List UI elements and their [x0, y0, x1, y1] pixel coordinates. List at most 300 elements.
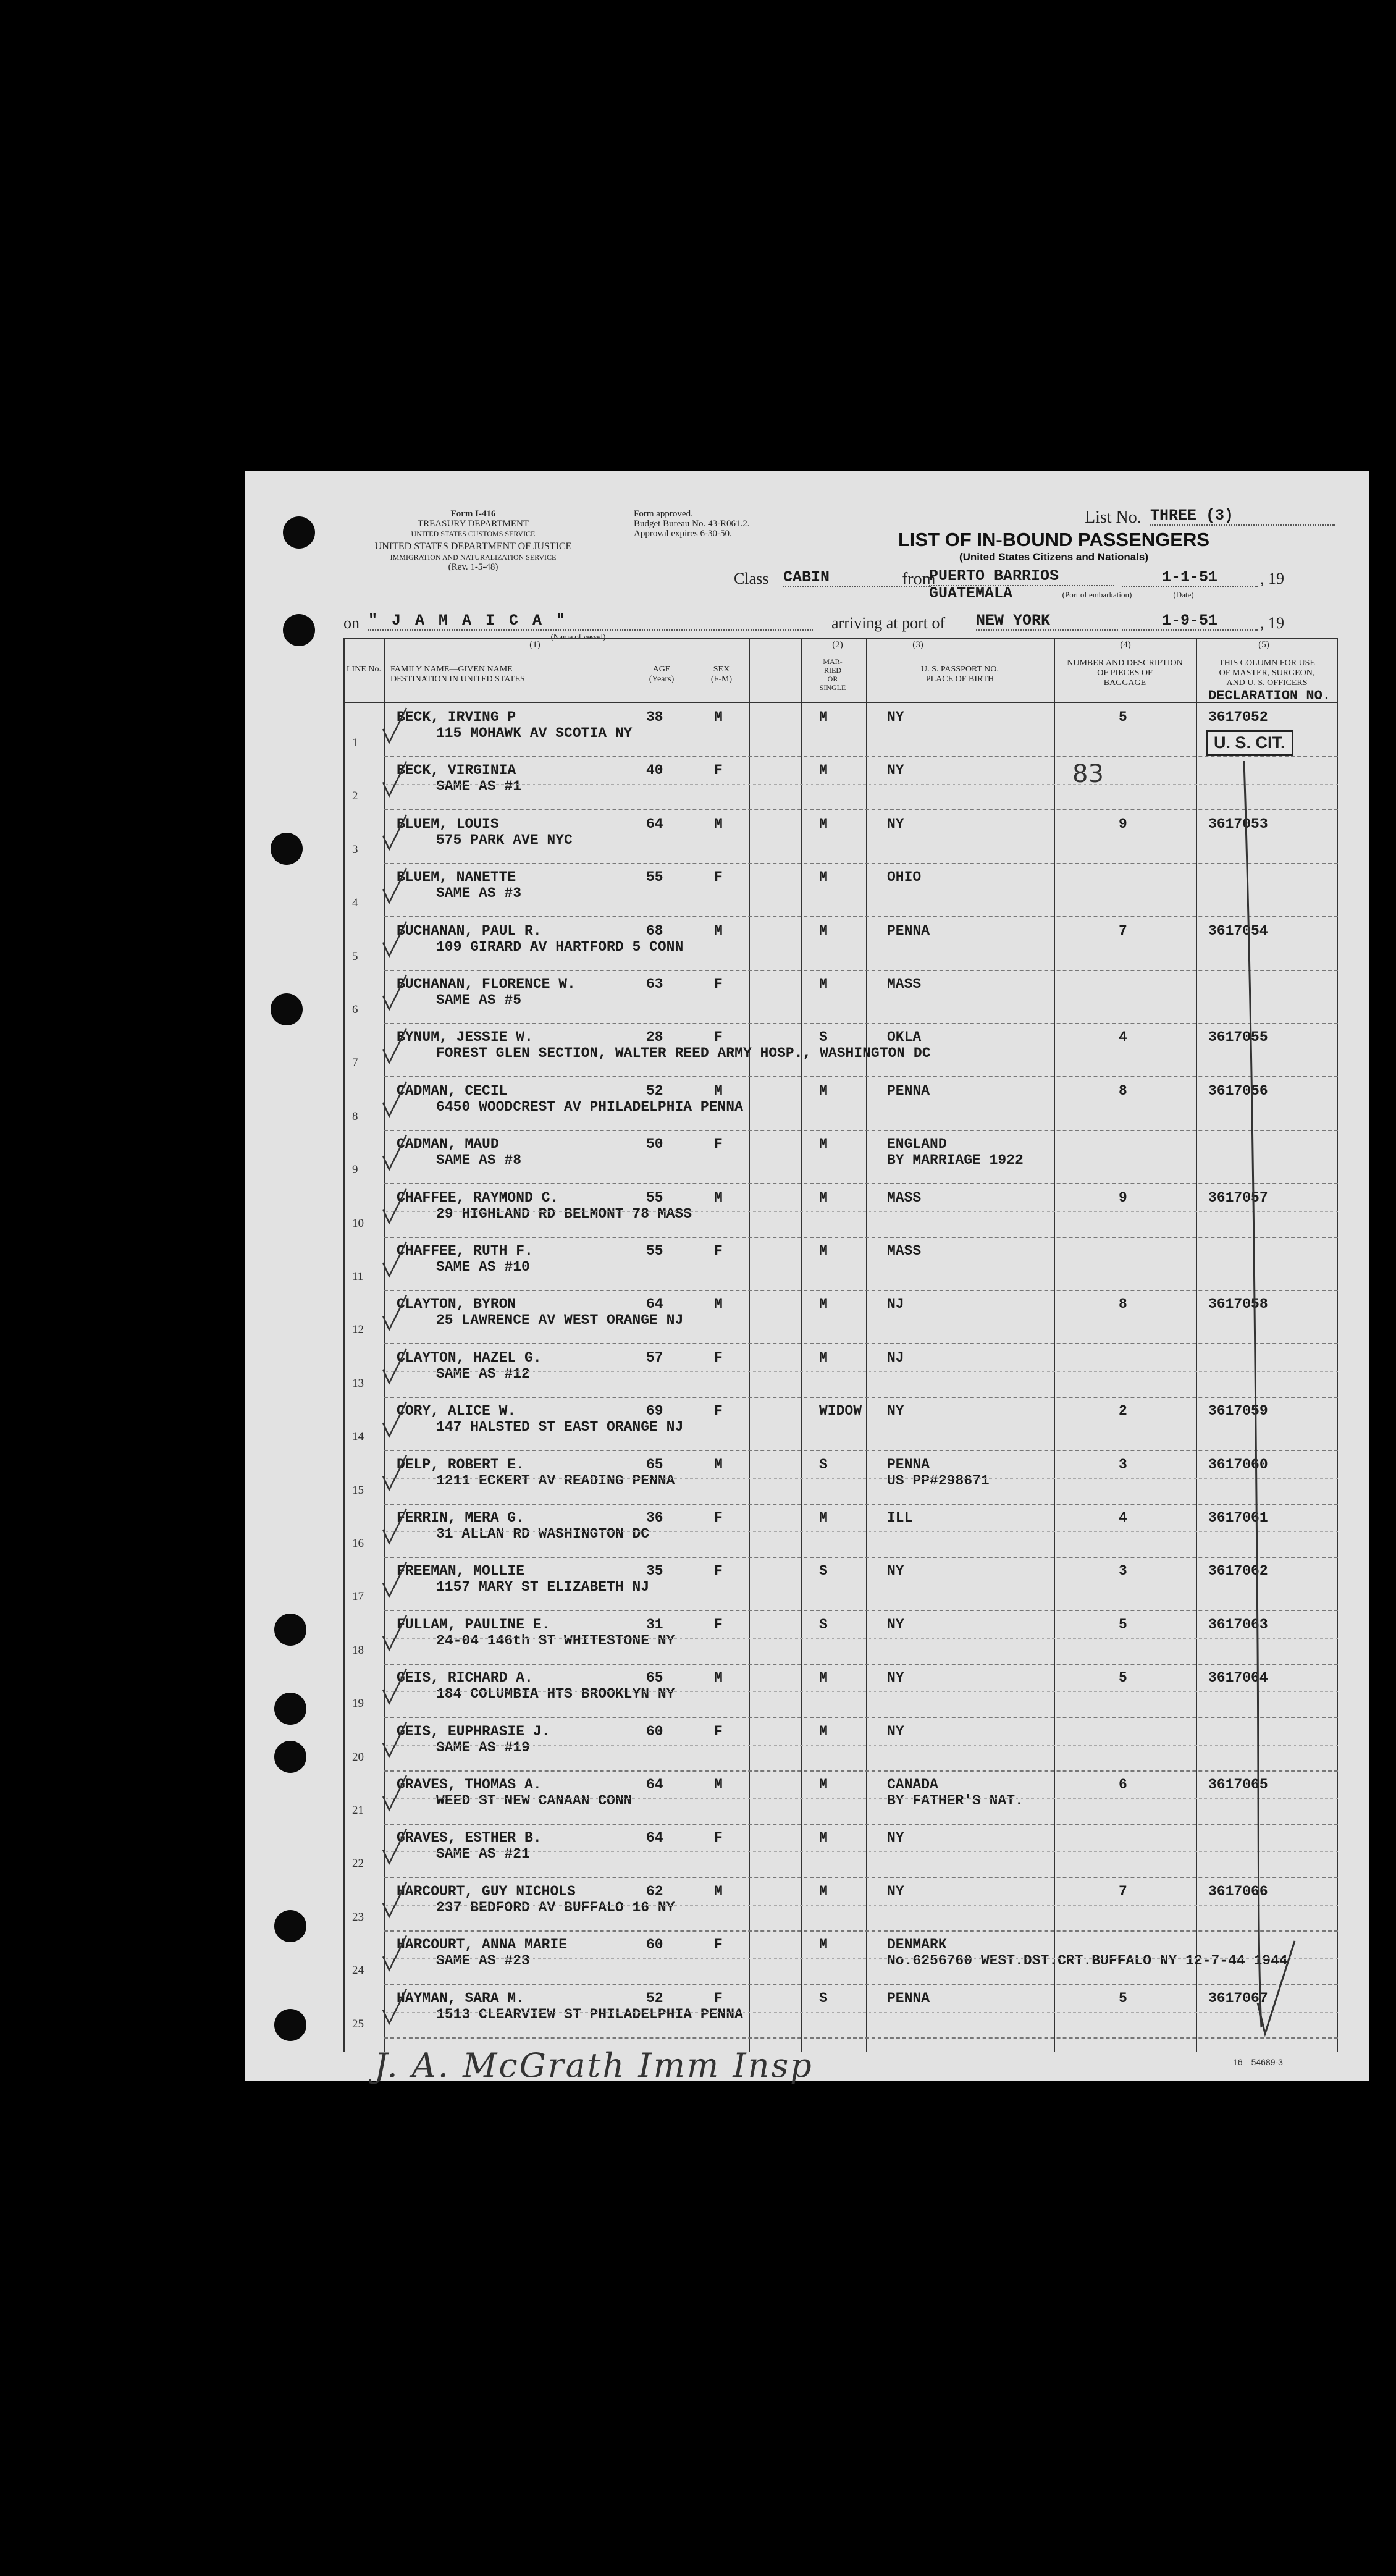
approval-line-2: Budget Bureau No. 43-R061.2. — [634, 519, 750, 529]
table-row — [343, 704, 1338, 757]
col-head-name: FAMILY NAME—GIVEN NAME DESTINATION IN UNITED STATES — [390, 665, 525, 684]
inspector-signature: J. A. McGrath Imm Insp — [374, 2046, 814, 2085]
age: 64 — [646, 1296, 663, 1313]
passenger-name: DELP, ROBERT E. — [397, 1456, 525, 1473]
sex: F — [714, 1510, 723, 1526]
punch-hole — [274, 1741, 306, 1773]
sex: F — [714, 1029, 723, 1046]
sex: M — [714, 1296, 723, 1313]
line-number: 18 — [352, 1643, 364, 1657]
passenger-name: HARCOURT, GUY NICHOLS — [397, 1883, 576, 1900]
col-head-marital: MAR- RIED OR SINGLE — [819, 657, 846, 692]
marital-status: S — [819, 1616, 828, 1633]
passenger-name: CADMAN, CECIL — [397, 1082, 508, 1099]
passenger-name: FREEMAN, MOLLIE — [397, 1563, 525, 1580]
baggage-count: 8 — [1119, 1296, 1127, 1313]
sex: F — [714, 1403, 723, 1420]
table-row — [343, 971, 1338, 1024]
place-of-birth: NJ — [887, 1349, 904, 1366]
print-code: 16—54689-3 — [1233, 2057, 1283, 2067]
date-hint: (Date) — [1173, 590, 1194, 599]
punch-hole — [271, 833, 303, 865]
sex: F — [714, 1136, 723, 1153]
row-midline — [384, 1691, 1338, 1692]
on-label: on — [343, 614, 360, 632]
place-of-birth: NY — [887, 762, 904, 779]
sex: F — [714, 1243, 723, 1259]
marital-status: M — [819, 1777, 828, 1793]
sex: M — [714, 1456, 723, 1473]
marital-status: M — [819, 1670, 828, 1686]
line-number: 21 — [352, 1804, 364, 1817]
row-midline — [384, 784, 1338, 785]
table-row — [343, 1772, 1338, 1825]
destination: SAME AS #8 — [436, 1152, 522, 1169]
marital-status: M — [819, 1243, 828, 1259]
handwritten-note: 83 — [1072, 760, 1104, 788]
destination: SAME AS #1 — [436, 778, 522, 795]
passenger-name: CLAYTON, HAZEL G. — [397, 1349, 542, 1366]
punch-hole — [274, 1910, 306, 1942]
declaration-number: 3617064 — [1208, 1670, 1268, 1686]
birth-note: BY MARRIAGE 1922 — [887, 1152, 1024, 1169]
destination: 237 BEDFORD AV BUFFALO 16 NY — [436, 1899, 675, 1916]
place-of-birth: MASS — [887, 976, 922, 992]
destination: 1513 CLEARVIEW ST PHILADELPHIA PENNA — [436, 2006, 743, 2022]
table-row — [343, 1131, 1338, 1184]
place-of-birth: CANADA — [887, 1777, 938, 1793]
passenger-name: BECK, IRVING P — [397, 709, 516, 725]
marital-status: M — [819, 1830, 828, 1846]
line-number: 14 — [352, 1430, 364, 1444]
class-label: Class — [734, 570, 769, 587]
from-label: from — [902, 570, 936, 589]
baggage-count: 6 — [1119, 1777, 1127, 1793]
passenger-name: CHAFFEE, RUTH F. — [397, 1243, 533, 1259]
baggage-count: 3 — [1119, 1456, 1127, 1473]
line-number: 12 — [352, 1323, 364, 1337]
passenger-name: BLUEM, LOUIS — [397, 815, 499, 832]
table-head-border — [343, 702, 1338, 703]
age: 65 — [646, 1456, 663, 1473]
punch-hole — [283, 614, 315, 646]
table-row — [343, 811, 1338, 864]
destination: SAME AS #21 — [436, 1846, 530, 1863]
passenger-name: CADMAN, MAUD — [397, 1136, 499, 1153]
table-row — [343, 1985, 1338, 2039]
vessel-name: " J A M A I C A " — [368, 612, 813, 631]
table-row — [343, 1612, 1338, 1665]
marital-status: S — [819, 1029, 828, 1046]
destination: 109 GIRARD AV HARTFORD 5 CONN — [436, 938, 684, 955]
table-row — [343, 1345, 1338, 1398]
line-number: 7 — [352, 1056, 358, 1070]
place-of-birth: NY — [887, 1563, 904, 1580]
destination: 24-04 146th ST WHITESTONE NY — [436, 1632, 675, 1649]
sex: M — [714, 1670, 723, 1686]
row-midline — [384, 1531, 1338, 1532]
age: 38 — [646, 709, 663, 725]
table-row — [343, 1505, 1338, 1558]
row-midline — [384, 1371, 1338, 1372]
age: 62 — [646, 1883, 663, 1900]
col-head-line: LINE No. — [347, 665, 381, 674]
declaration-number: 3617063 — [1208, 1616, 1268, 1633]
embark-hint: (Port of embarkation) — [1062, 590, 1132, 599]
row-separator — [384, 2037, 1338, 2039]
destination: SAME AS #12 — [436, 1365, 530, 1382]
place-of-birth: MASS — [887, 1243, 922, 1259]
approval-line-1: Form approved. — [634, 509, 693, 519]
age: 55 — [646, 1189, 663, 1206]
line-number: 10 — [352, 1216, 364, 1230]
marital-status: S — [819, 1456, 828, 1473]
vessel-hint: (Name of vessel) — [550, 632, 606, 641]
sex: M — [714, 922, 723, 939]
age: 40 — [646, 762, 663, 779]
declaration-number: 3617055 — [1208, 1029, 1268, 1046]
destination: SAME AS #10 — [436, 1259, 530, 1275]
table-row — [343, 1291, 1338, 1344]
line-number: 24 — [352, 1964, 364, 1977]
table-row — [343, 1558, 1338, 1611]
declaration-number: 3617052 — [1208, 709, 1268, 725]
col-head-passport: U. S. PASSPORT NO. PLACE OF BIRTH — [921, 665, 999, 684]
age: 63 — [646, 976, 663, 992]
embark-port: PUERTO BARRIOS — [929, 567, 1114, 586]
destination: 1157 MARY ST ELIZABETH NJ — [436, 1579, 650, 1596]
place-of-birth: MASS — [887, 1189, 922, 1206]
row-midline — [384, 1478, 1338, 1479]
passenger-name: CLAYTON, BYRON — [397, 1296, 516, 1313]
place-of-birth: NJ — [887, 1296, 904, 1313]
place-of-birth: OHIO — [887, 869, 922, 886]
row-midline — [384, 2012, 1338, 2013]
passenger-name: CORY, ALICE W. — [397, 1403, 516, 1420]
passenger-name: FULLAM, PAULINE E. — [397, 1616, 550, 1633]
declaration-number: 3617065 — [1208, 1777, 1268, 1793]
declaration-number: 3617059 — [1208, 1403, 1268, 1420]
marital-status: M — [819, 1510, 828, 1526]
declaration-title: DECLARATION NO. — [1208, 688, 1331, 704]
marital-status: M — [819, 1296, 828, 1313]
marital-status: M — [819, 709, 828, 725]
sex: M — [714, 1082, 723, 1099]
age: 55 — [646, 869, 663, 886]
sex: F — [714, 1990, 723, 2006]
age: 31 — [646, 1616, 663, 1633]
table-row — [343, 1719, 1338, 1772]
line-number: 6 — [352, 1003, 358, 1016]
line-number: 25 — [352, 2017, 364, 2031]
marital-status: M — [819, 922, 828, 939]
baggage-count: 5 — [1119, 1616, 1127, 1633]
line-number: 5 — [352, 949, 358, 963]
age: 57 — [646, 1349, 663, 1366]
form-title: LIST OF IN-BOUND PASSENGERS — [898, 529, 1210, 550]
sex: F — [714, 869, 723, 886]
col-head-age: AGE (Years) — [649, 665, 675, 684]
age: 50 — [646, 1136, 663, 1153]
row-midline — [384, 1745, 1338, 1746]
sex: F — [714, 1937, 723, 1953]
embark-date: 1-1-51 — [1122, 568, 1258, 587]
table-row — [343, 1398, 1338, 1451]
age: 36 — [646, 1510, 663, 1526]
passenger-name: FERRIN, MERA G. — [397, 1510, 525, 1526]
year-suffix-1: , 19 — [1260, 570, 1284, 587]
baggage-count: 7 — [1119, 1883, 1127, 1900]
place-of-birth: NY — [887, 709, 904, 725]
passenger-name: BYNUM, JESSIE W. — [397, 1029, 533, 1046]
line-number: 3 — [352, 843, 358, 856]
marital-status: WIDOW — [819, 1403, 862, 1420]
declaration-number: 3617056 — [1208, 1082, 1268, 1099]
line-number: 1 — [352, 736, 358, 749]
marital-status: M — [819, 1136, 828, 1153]
baggage-count: 2 — [1119, 1403, 1127, 1420]
passenger-name: GRAVES, ESTHER B. — [397, 1830, 542, 1846]
table-row — [343, 1238, 1338, 1291]
row-midline — [384, 1905, 1338, 1906]
place-of-birth: PENNA — [887, 1456, 930, 1473]
place-of-birth: NY — [887, 1616, 904, 1633]
marital-status: S — [819, 1990, 828, 2006]
manifest-page — [245, 471, 1369, 2085]
table-row — [343, 864, 1338, 917]
row-midline — [384, 1211, 1338, 1212]
line-number: 15 — [352, 1483, 364, 1497]
declaration-number: 3617067 — [1208, 1990, 1268, 2006]
age: 64 — [646, 1830, 663, 1846]
birth-note: No.6256760 WEST.DST.CRT.BUFFALO NY 12-7-44 1944 — [887, 1953, 1288, 1969]
sex: M — [714, 1189, 723, 1206]
sex: F — [714, 976, 723, 992]
year-suffix-2: , 19 — [1260, 614, 1284, 632]
baggage-count: 3 — [1119, 1563, 1127, 1580]
marital-status: M — [819, 1883, 828, 1900]
destination: 6450 WOODCREST AV PHILADELPHIA PENNA — [436, 1098, 743, 1115]
destination: SAME AS #19 — [436, 1739, 530, 1756]
table-row — [343, 1879, 1338, 1932]
sex: F — [714, 1563, 723, 1580]
passenger-name: BUCHANAN, PAUL R. — [397, 922, 542, 939]
place-of-birth: NY — [887, 1883, 904, 1900]
revision: (Rev. 1-5-48) — [448, 562, 498, 572]
declaration-number: 3617054 — [1208, 922, 1268, 939]
declaration-number: 3617060 — [1208, 1456, 1268, 1473]
form-subtitle: (United States Citizens and Nationals) — [959, 551, 1149, 563]
arriving-label: arriving at port of — [831, 614, 946, 632]
declaration-number: 3617053 — [1208, 815, 1268, 832]
marital-status: M — [819, 1082, 828, 1099]
marital-status: M — [819, 976, 828, 992]
destination: SAME AS #5 — [436, 992, 522, 1008]
passenger-name: HARCOURT, ANNA MARIE — [397, 1937, 568, 1953]
row-midline — [384, 1798, 1338, 1799]
class-value: CABIN — [783, 568, 931, 587]
table-row — [343, 1825, 1338, 1878]
justice-dept: UNITED STATES DEPARTMENT OF JUSTICE — [374, 541, 572, 552]
marital-status: M — [819, 869, 828, 886]
baggage-count: 5 — [1119, 709, 1127, 725]
table-row — [343, 757, 1338, 810]
line-number: 19 — [352, 1697, 364, 1711]
sex: M — [714, 1883, 723, 1900]
age: 60 — [646, 1723, 663, 1740]
embark-country: GUATEMALA — [929, 584, 1013, 602]
sex: M — [714, 1777, 723, 1793]
col-head-baggage: NUMBER AND DESCRIPTION OF PIECES OF BAGGAGE — [1067, 659, 1183, 688]
line-number: 4 — [352, 896, 358, 910]
col-num-declaration: (5) — [1258, 640, 1269, 650]
birth-note: BY FATHER'S NAT. — [887, 1793, 1024, 1809]
sex: F — [714, 1723, 723, 1740]
marital-status: S — [819, 1563, 828, 1580]
col-head-sex: SEX (F-M) — [710, 665, 733, 684]
line-number: 2 — [352, 789, 358, 803]
punch-hole — [283, 516, 315, 549]
marital-status: M — [819, 1349, 828, 1366]
arrival-port: NEW YORK — [976, 612, 1118, 631]
declaration-number: 3617061 — [1208, 1510, 1268, 1526]
punch-hole — [274, 2009, 306, 2041]
passenger-name: BUCHANAN, FLORENCE W. — [397, 976, 576, 992]
passenger-name: HAYMAN, SARA M. — [397, 1990, 525, 2006]
baggage-count: 7 — [1119, 922, 1127, 939]
place-of-birth: DENMARK — [887, 1937, 947, 1953]
col-num-name: (1) — [529, 640, 540, 650]
col-num-marital: (2) — [832, 640, 843, 650]
age: 64 — [646, 815, 663, 832]
table-row — [343, 1078, 1338, 1131]
row-midline — [384, 1851, 1338, 1852]
line-number: 20 — [352, 1750, 364, 1764]
age: 52 — [646, 1082, 663, 1099]
baggage-count: 8 — [1119, 1082, 1127, 1099]
table-top-border — [343, 638, 1338, 639]
col-head-declaration: THIS COLUMN FOR USE OF MASTER, SURGEON, AND U. S. OFFICERS — [1219, 659, 1315, 688]
destination: SAME AS #3 — [436, 885, 522, 902]
place-of-birth: ENGLAND — [887, 1136, 947, 1153]
passenger-name: GEIS, EUPHRASIE J. — [397, 1723, 550, 1740]
col-num-passport: (3) — [912, 640, 923, 650]
baggage-count: 4 — [1119, 1029, 1127, 1046]
place-of-birth: PENNA — [887, 1990, 930, 2006]
age: 35 — [646, 1563, 663, 1580]
destination: 29 HIGHLAND RD BELMONT 78 MASS — [436, 1205, 692, 1222]
age: 60 — [646, 1937, 663, 1953]
sex: F — [714, 1349, 723, 1366]
age: 65 — [646, 1670, 663, 1686]
destination: FOREST GLEN SECTION, WALTER REED ARMY HOSP., WASHINGTON DC — [436, 1045, 931, 1062]
line-number: 9 — [352, 1163, 358, 1177]
age: 28 — [646, 1029, 663, 1046]
declaration-number: 3617057 — [1208, 1189, 1268, 1206]
destination: 184 COLUMBIA HTS BROOKLYN NY — [436, 1686, 675, 1703]
marital-status: M — [819, 1189, 828, 1206]
table-row — [343, 1024, 1338, 1077]
place-of-birth: NY — [887, 1723, 904, 1740]
place-of-birth: OKLA — [887, 1029, 922, 1046]
passenger-name: BLUEM, NANETTE — [397, 869, 516, 886]
sex: F — [714, 1616, 723, 1633]
row-midline — [384, 1958, 1338, 1959]
birth-note: US PP#298671 — [887, 1472, 990, 1489]
passenger-table — [343, 640, 1338, 2052]
punch-hole — [271, 993, 303, 1025]
age: 55 — [646, 1243, 663, 1259]
marital-status: M — [819, 1723, 828, 1740]
place-of-birth: PENNA — [887, 922, 930, 939]
us-citizen-stamp: U. S. CIT. — [1206, 730, 1293, 756]
destination: 575 PARK AVE NYC — [436, 831, 573, 848]
passenger-name: CHAFFEE, RAYMOND C. — [397, 1189, 559, 1206]
place-of-birth: NY — [887, 1403, 904, 1420]
place-of-birth: NY — [887, 815, 904, 832]
declaration-number: 3617066 — [1208, 1883, 1268, 1900]
ins-service: IMMIGRATION AND NATURALIZATION SERVICE — [390, 553, 557, 562]
line-number: 17 — [352, 1590, 364, 1604]
list-no-value: THREE (3) — [1150, 507, 1335, 526]
marital-status: M — [819, 1937, 828, 1953]
destination: 147 HALSTED ST EAST ORANGE NJ — [436, 1419, 684, 1436]
sex: F — [714, 1830, 723, 1846]
age: 64 — [646, 1777, 663, 1793]
declaration-number: 3617062 — [1208, 1563, 1268, 1580]
line-number: 22 — [352, 1857, 364, 1871]
passenger-name: GEIS, RICHARD A. — [397, 1670, 533, 1686]
baggage-count: 9 — [1119, 1189, 1127, 1206]
age: 52 — [646, 1990, 663, 2006]
age: 69 — [646, 1403, 663, 1420]
passenger-name: GRAVES, THOMAS A. — [397, 1777, 542, 1793]
row-midline — [384, 1638, 1338, 1639]
punch-hole — [274, 1693, 306, 1725]
age: 68 — [646, 922, 663, 939]
destination: 31 ALLAN RD WASHINGTON DC — [436, 1526, 650, 1542]
baggage-count: 9 — [1119, 815, 1127, 832]
line-number: 11 — [352, 1270, 364, 1283]
table-row — [343, 1452, 1338, 1505]
destination: 115 MOHAWK AV SCOTIA NY — [436, 725, 633, 741]
passenger-name: BECK, VIRGINIA — [397, 762, 516, 779]
form-number: Form I-416 — [450, 509, 496, 519]
table-row — [343, 918, 1338, 971]
declaration-number: 3617058 — [1208, 1296, 1268, 1313]
customs-service: UNITED STATES CUSTOMS SERVICE — [411, 529, 536, 538]
line-number: 13 — [352, 1376, 364, 1390]
table-row — [343, 1665, 1338, 1718]
baggage-count: 5 — [1119, 1990, 1127, 2006]
line-number: 8 — [352, 1109, 358, 1123]
table-row — [343, 1932, 1338, 1985]
destination: WEED ST NEW CANAAN CONN — [436, 1793, 633, 1809]
place-of-birth: NY — [887, 1670, 904, 1686]
destination: 25 LAWRENCE AV WEST ORANGE NJ — [436, 1312, 684, 1329]
arrival-date: 1-9-51 — [1122, 612, 1258, 631]
place-of-birth: PENNA — [887, 1082, 930, 1099]
treasury-dept: TREASURY DEPARTMENT — [417, 519, 529, 529]
marital-status: M — [819, 762, 828, 779]
baggage-count: 4 — [1119, 1510, 1127, 1526]
destination: 1211 ECKERT AV READING PENNA — [436, 1472, 675, 1489]
place-of-birth: NY — [887, 1830, 904, 1846]
col-num-baggage: (4) — [1120, 640, 1131, 650]
approval-line-3: Approval expires 6-30-50. — [634, 529, 732, 539]
sex: F — [714, 762, 723, 779]
baggage-count: 5 — [1119, 1670, 1127, 1686]
